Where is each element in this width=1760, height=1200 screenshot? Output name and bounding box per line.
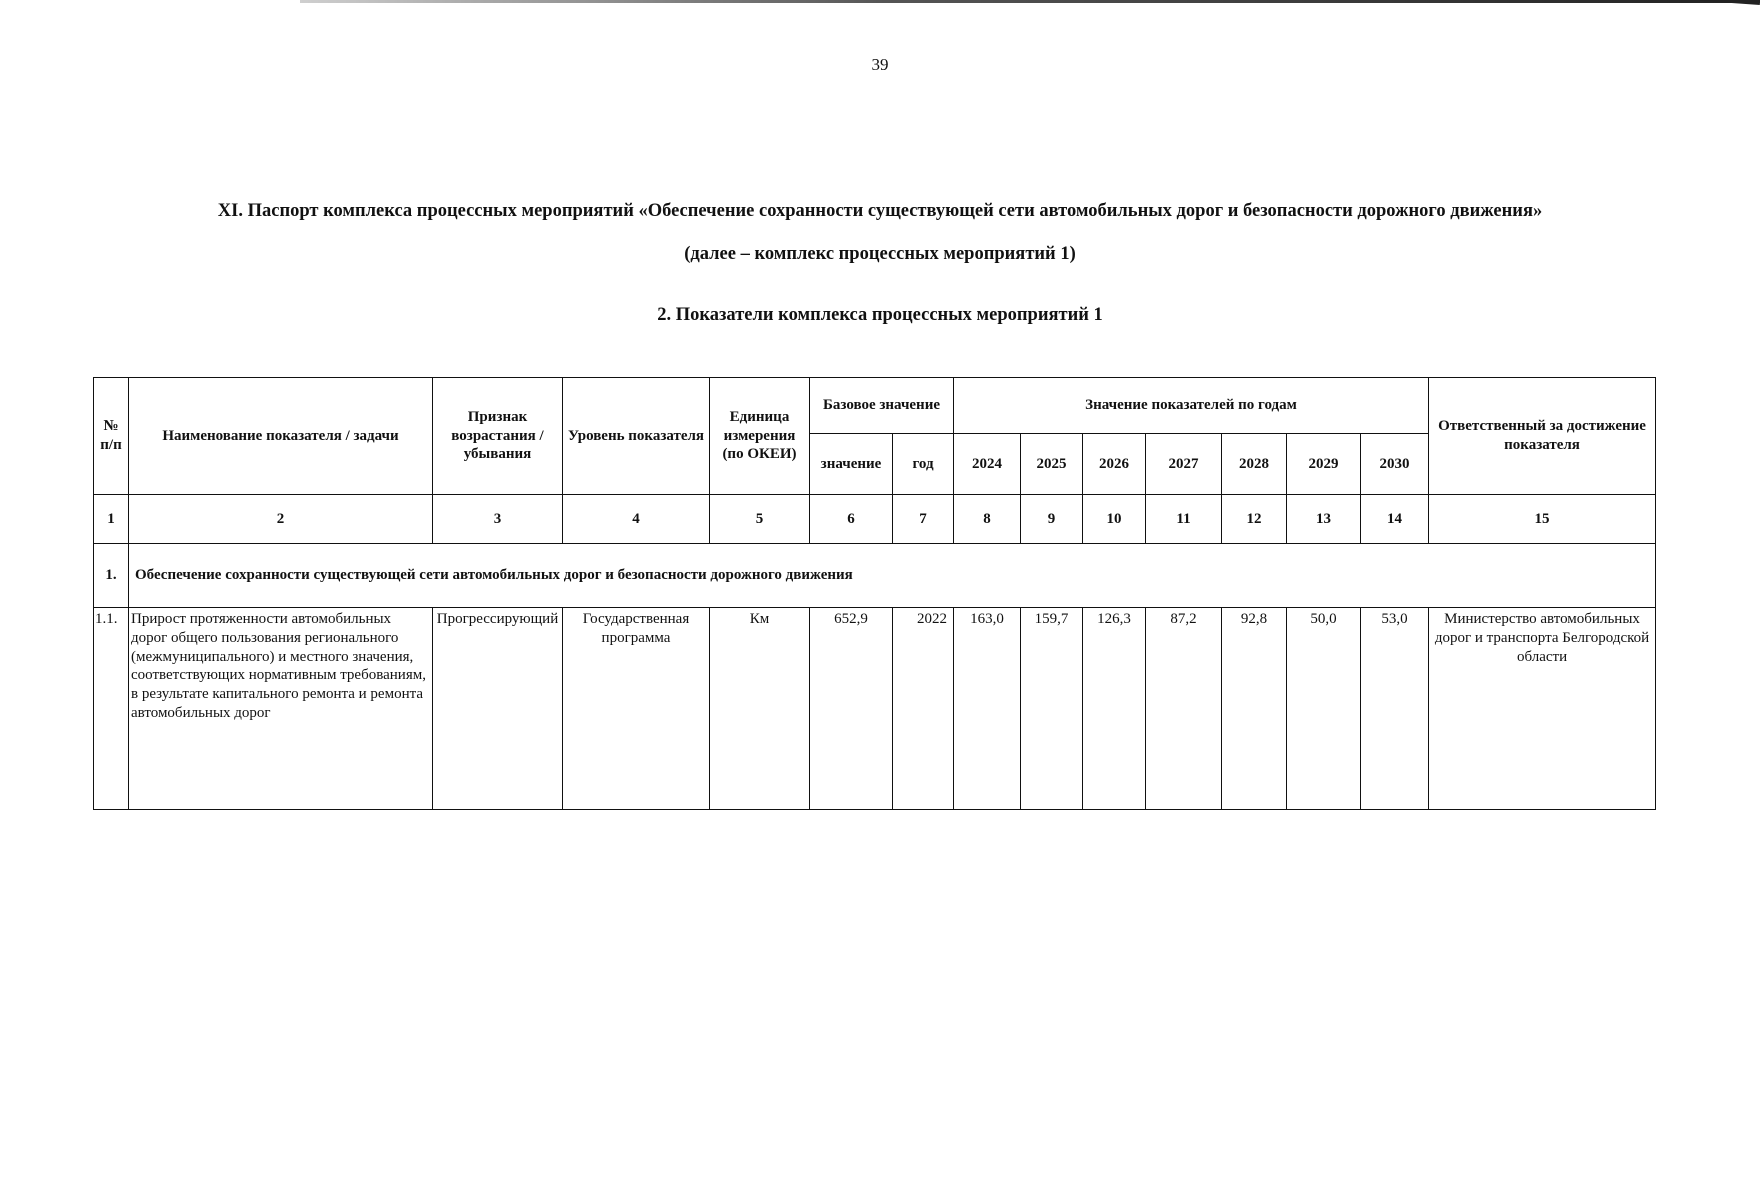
- column-number: 14: [1361, 495, 1429, 544]
- section-title: 2. Показатели комплекса процессных мероприятий 1: [657, 305, 1103, 325]
- header-year: 2028: [1222, 434, 1287, 495]
- scan-border-line: [300, 0, 1760, 3]
- row-base-year: 2022: [893, 608, 954, 810]
- header-unit: Единица измерения (по ОКЕИ): [710, 378, 810, 495]
- task-num: 1.: [94, 544, 129, 608]
- header-responsible: Ответственный за достижение показателя: [1429, 378, 1656, 495]
- column-number: 1: [94, 495, 129, 544]
- header-sign: Признак возрастания / убывания: [433, 378, 563, 495]
- column-number-row: [94, 495, 1656, 544]
- header-level: Уровень показателя: [563, 378, 710, 495]
- column-number: 7: [893, 495, 954, 544]
- row-indicator-name: Прирост протяженности автомобильных дорог общего пользования регионального (межмуниципального) и местного значения, соответствующих нормативным требованиям, в результате капитального ремонта и ремонта автомобильных дорог: [129, 608, 433, 810]
- row-unit: Км: [710, 608, 810, 810]
- column-number: 8: [954, 495, 1021, 544]
- column-number: 3: [433, 495, 563, 544]
- column-number: 15: [1429, 495, 1656, 544]
- header-years-group: Значение показателей по годам: [954, 378, 1429, 434]
- row-value-year: 53,0: [1361, 608, 1429, 810]
- column-number: 2: [129, 495, 433, 544]
- scan-border-hook: [1700, 0, 1760, 11]
- row-value-year: 92,8: [1222, 608, 1287, 810]
- header-base-value: значение: [810, 434, 893, 495]
- row-value-year: 163,0: [954, 608, 1021, 810]
- header-base: Базовое значение: [810, 378, 954, 434]
- indicators-table: [93, 377, 1656, 810]
- column-number: 10: [1083, 495, 1146, 544]
- header-row-top: [94, 378, 1656, 434]
- row-base-value: 652,9: [810, 608, 893, 810]
- row-value-year: 87,2: [1146, 608, 1222, 810]
- task-row: [94, 544, 1656, 608]
- document-subtitle: (далее – комплекс процессных мероприятий 1): [684, 244, 1076, 264]
- column-number: 6: [810, 495, 893, 544]
- header-year: 2027: [1146, 434, 1222, 495]
- column-number: 9: [1021, 495, 1083, 544]
- page-number: 39: [871, 55, 889, 74]
- header-year: 2026: [1083, 434, 1146, 495]
- task-title: Обеспечение сохранности существующей сети автомобильных дорог и безопасности дорожного движения: [129, 544, 1656, 608]
- header-name: Наименование показателя / задачи: [129, 378, 433, 495]
- column-number: 11: [1146, 495, 1222, 544]
- row-responsible: Министерство автомобильных дорог и транспорта Белгородской области: [1429, 608, 1656, 810]
- column-number: 5: [710, 495, 810, 544]
- header-base-year: год: [893, 434, 954, 495]
- column-number: 4: [563, 495, 710, 544]
- header-year: 2025: [1021, 434, 1083, 495]
- header-year: 2029: [1287, 434, 1361, 495]
- column-number: 12: [1222, 495, 1287, 544]
- table-row: [94, 608, 1656, 810]
- row-value-year: 126,3: [1083, 608, 1146, 810]
- column-number: 13: [1287, 495, 1361, 544]
- row-value-year: 159,7: [1021, 608, 1083, 810]
- row-level: Государственная программа: [563, 608, 710, 810]
- header-year: 2024: [954, 434, 1021, 495]
- header-num: № п/п: [94, 378, 129, 495]
- document-title: XI. Паспорт комплекса процессных мероприятий «Обеспечение сохранности существующей сети автомобильных дорог и безопасности дорожного движения»: [217, 201, 1543, 221]
- row-value-year: 50,0: [1287, 608, 1361, 810]
- header-year: 2030: [1361, 434, 1429, 495]
- row-num: 1.1.: [94, 608, 129, 810]
- row-sign: Прогрессирующий: [433, 608, 563, 810]
